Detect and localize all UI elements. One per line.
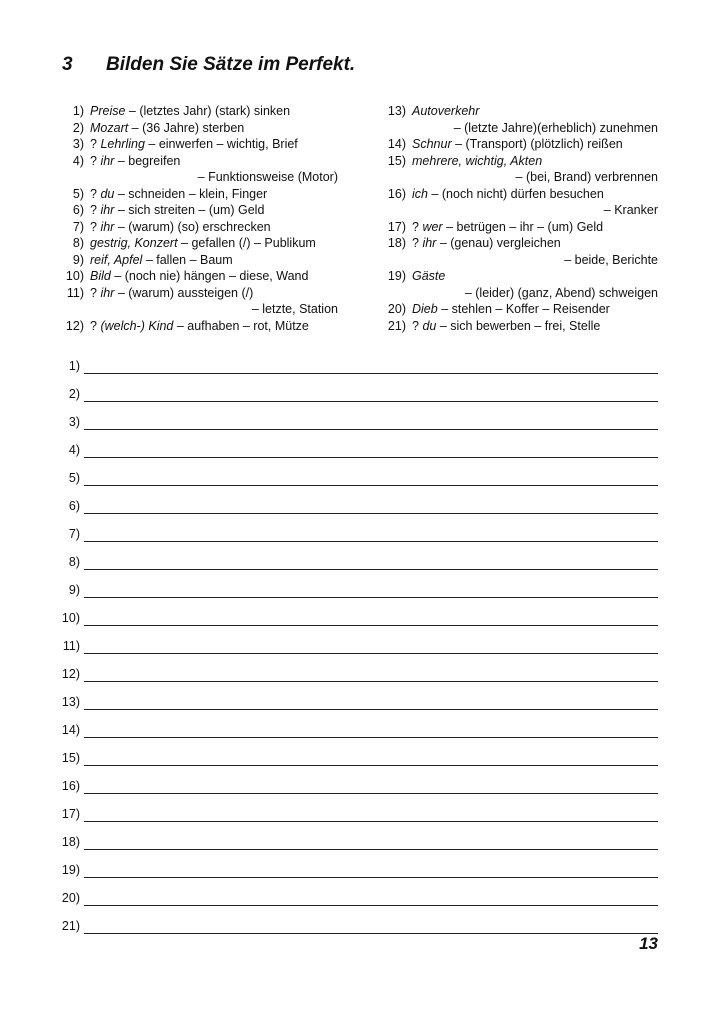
answer-rule[interactable] [84, 493, 658, 514]
item-rest: – sich bewerben – frei, Stelle [436, 318, 601, 333]
item-rest: – (genau) vergleichen [436, 236, 561, 250]
answer-line [50, 346, 658, 374]
item-text [90, 252, 338, 269]
item-rest: – sich streiten – (um) Geld [114, 203, 265, 217]
item-number: 18) [387, 236, 406, 250]
answer-rule[interactable] [84, 745, 658, 766]
item-subject: du [422, 318, 437, 333]
item-rest: – fallen – Baum [142, 252, 233, 267]
exercise-item [50, 186, 338, 203]
answer-line-number: 18) [61, 835, 80, 849]
item-subject: Autoverkehr [412, 104, 480, 118]
answer-line-number: 4) [68, 443, 80, 457]
answer-line [50, 850, 658, 878]
answer-line [50, 486, 658, 514]
item-text [90, 153, 338, 170]
item-rest: – gefallen (/) – Publikum [177, 236, 316, 250]
item-text [90, 235, 338, 252]
answer-rule[interactable] [84, 773, 658, 794]
exercise-item [50, 120, 338, 137]
item-number: 2) [72, 120, 84, 135]
exercise-item [372, 235, 658, 252]
item-number: 14) [387, 137, 406, 151]
answer-rule[interactable] [84, 549, 658, 570]
answer-line-number: 20) [61, 891, 80, 905]
answer-line-number: 8) [68, 555, 80, 569]
item-text [90, 120, 338, 137]
answer-line-number: 21) [61, 919, 80, 933]
item-rest: – (noch nicht) dürfen besuchen [427, 186, 604, 201]
answer-line-number: 3) [68, 415, 80, 429]
answer-rule[interactable] [84, 885, 658, 906]
item-subject: du [100, 186, 115, 201]
answer-line-number: 12) [61, 667, 80, 681]
item-text [412, 136, 658, 153]
answer-rule[interactable] [84, 717, 658, 738]
item-text [90, 186, 338, 203]
answer-line [50, 542, 658, 570]
item-rest: – betrügen – ihr – (um) Geld [442, 219, 604, 234]
item-subject: Mozart [90, 120, 129, 135]
item-rest: – stehlen – Koffer – Reisender [437, 302, 610, 316]
item-continuation: – (leider) (ganz, Abend) schweigen [464, 285, 658, 300]
item-text [90, 202, 338, 219]
question-mark: ? [412, 318, 423, 333]
exercise-item [372, 268, 658, 285]
item-subject: mehrere, wichtig, Akten [412, 153, 543, 168]
answer-line-number: 7) [68, 527, 80, 541]
item-text [90, 268, 338, 285]
exercise-item [372, 103, 658, 120]
exercise-item [50, 318, 338, 335]
item-subject: ihr [100, 285, 115, 300]
item-subject: ich [412, 186, 428, 201]
answer-rule[interactable] [84, 829, 658, 850]
item-text [412, 153, 658, 170]
item-subject: (welch-) Kind [100, 318, 174, 333]
answer-line [50, 794, 658, 822]
item-text [412, 235, 658, 252]
item-number: 8) [72, 236, 84, 250]
answer-line [50, 906, 658, 934]
answer-line [50, 402, 658, 430]
exercise-number: 3 [62, 54, 73, 75]
item-number: 17) [387, 219, 406, 234]
item-subject: reif, Apfel [90, 252, 143, 267]
answer-line [50, 654, 658, 682]
item-rest: – (warum) aussteigen (/) [114, 285, 254, 300]
answer-line-number: 14) [61, 723, 80, 737]
exercise-heading [62, 54, 355, 76]
answer-rule[interactable] [84, 409, 658, 430]
answer-line [50, 374, 658, 402]
item-number: 11) [66, 285, 84, 300]
item-subject: ihr [100, 153, 115, 168]
answer-line [50, 878, 658, 906]
answer-line-number: 11) [62, 639, 80, 653]
answer-rule[interactable] [84, 353, 658, 374]
item-text [412, 103, 658, 120]
item-text [90, 103, 338, 120]
item-continuation: – beide, Berichte [564, 252, 658, 267]
item-subject: Lehrling [100, 137, 145, 151]
answer-rule[interactable] [84, 661, 658, 682]
item-continuation: – Funktionsweise (Motor) [197, 170, 338, 184]
item-continuation: – (letzte Jahre)(erheblich) zunehmen [453, 120, 658, 135]
item-text [90, 136, 338, 153]
item-text [90, 318, 338, 335]
exercise-item [372, 318, 658, 335]
item-number: 7) [72, 219, 84, 234]
answer-line [50, 822, 658, 850]
item-subject: gestrig, Konzert [90, 236, 178, 250]
exercise-item [372, 153, 658, 170]
item-text [412, 301, 658, 318]
answer-rule[interactable] [84, 689, 658, 710]
exercise-item [50, 202, 338, 219]
item-continuation: – letzte, Station [251, 302, 338, 316]
exercise-item [372, 219, 658, 236]
exercise-list-left [50, 103, 338, 334]
answer-line-number: 16) [61, 779, 80, 793]
item-continuation: – (bei, Brand) verbrennen [515, 170, 658, 184]
answer-line [50, 514, 658, 542]
exercise-item [372, 136, 658, 153]
answer-line [50, 766, 658, 794]
item-subject: ihr [100, 203, 115, 217]
answer-rule[interactable] [84, 857, 658, 878]
exercise-item [372, 186, 658, 203]
answer-rule[interactable] [84, 465, 658, 486]
answer-rule[interactable] [84, 521, 658, 542]
item-text [90, 219, 338, 236]
item-subject: Preise [90, 104, 126, 118]
exercise-item [50, 153, 338, 170]
item-number: 1) [72, 104, 84, 118]
answer-lines [50, 346, 658, 934]
item-text [412, 268, 658, 285]
answer-line [50, 626, 658, 654]
answer-line [50, 458, 658, 486]
item-rest: – schneiden – klein, Finger [114, 186, 268, 201]
item-subject: Bild [90, 269, 111, 283]
answer-line [50, 682, 658, 710]
answer-line-number: 5) [68, 471, 80, 485]
item-number: 6) [72, 203, 84, 217]
item-number: 9) [72, 252, 84, 267]
question-mark: ? [412, 219, 423, 234]
item-text [412, 186, 658, 203]
question-mark: ? [90, 318, 101, 333]
item-number: 12) [65, 318, 84, 333]
exercise-item [50, 235, 338, 252]
item-rest: – einwerfen – wichtig, Brief [144, 137, 298, 151]
item-number: 3) [72, 137, 84, 151]
question-mark: ? [90, 186, 101, 201]
answer-rule[interactable] [84, 605, 658, 626]
answer-line-number: 2) [68, 387, 80, 401]
question-mark: ? [90, 285, 101, 300]
item-number: 4) [72, 153, 84, 168]
page-number: 13 [639, 934, 658, 953]
exercise-list-right [372, 103, 658, 334]
item-number: 16) [387, 186, 406, 201]
item-number: 19) [387, 269, 406, 283]
answer-rule[interactable] [84, 801, 658, 822]
item-number: 20) [387, 302, 406, 316]
item-subject: Gäste [412, 269, 446, 283]
exercise-item [50, 136, 338, 153]
item-number: 21) [387, 318, 406, 333]
answer-line [50, 570, 658, 598]
item-rest: – (Transport) (plötzlich) reißen [451, 137, 623, 151]
answer-line-number: 9) [68, 583, 80, 597]
exercise-item [50, 285, 338, 302]
answer-line-number: 6) [68, 499, 80, 513]
item-rest: – (36 Jahre) sterben [128, 120, 245, 135]
item-rest: – aufhaben – rot, Mütze [173, 318, 309, 333]
item-rest: – (warum) (so) erschrecken [114, 219, 271, 234]
item-continuation: – Kranker [603, 203, 658, 217]
item-subject: Schnur [412, 137, 452, 151]
exercise-item [50, 252, 338, 269]
item-number: 13) [387, 104, 406, 118]
item-rest: – begreifen [114, 153, 181, 168]
answer-line-number: 15) [61, 751, 80, 765]
item-rest: – (letztes Jahr) (stark) sinken [125, 104, 291, 118]
exercise-item [50, 103, 338, 120]
answer-line-number: 13) [61, 695, 80, 709]
question-mark: ? [412, 236, 423, 250]
item-text [412, 318, 658, 335]
question-mark: ? [90, 219, 101, 234]
exercise-item [50, 268, 338, 285]
item-subject: ihr [422, 236, 437, 250]
answer-line [50, 430, 658, 458]
item-number: 10) [65, 269, 84, 283]
answer-line [50, 738, 658, 766]
item-subject: wer [422, 219, 443, 234]
answer-rule[interactable] [84, 437, 658, 458]
question-mark: ? [90, 153, 101, 168]
item-number: 5) [72, 186, 84, 201]
exercise-title: Bilden Sie Sätze im Perfekt. [106, 54, 356, 75]
exercise-item [372, 301, 658, 318]
item-text [412, 219, 658, 236]
item-text [90, 285, 338, 302]
item-number: 15) [387, 153, 406, 168]
answer-line-number: 10) [61, 611, 80, 625]
answer-line [50, 598, 658, 626]
answer-rule[interactable] [84, 381, 658, 402]
answer-line-number: 19) [61, 863, 80, 877]
question-mark: ? [90, 203, 101, 217]
item-rest: – (noch nie) hängen – diese, Wand [110, 269, 309, 283]
answer-rule[interactable] [84, 913, 658, 934]
item-subject: ihr [100, 219, 115, 234]
answer-line-number: 17) [61, 807, 80, 821]
answer-line-number: 1) [68, 359, 80, 373]
answer-rule[interactable] [84, 633, 658, 654]
question-mark: ? [90, 137, 101, 151]
item-subject: Dieb [412, 302, 438, 316]
answer-rule[interactable] [84, 577, 658, 598]
exercise-item [50, 219, 338, 236]
answer-line [50, 710, 658, 738]
